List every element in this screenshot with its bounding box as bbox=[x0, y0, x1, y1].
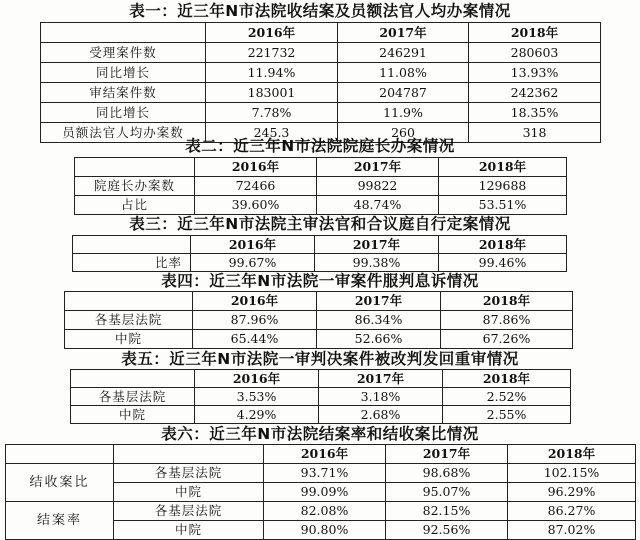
row-label: 占比 bbox=[75, 196, 195, 215]
table-row bbox=[75, 196, 567, 215]
row-label: 中院 bbox=[114, 483, 264, 502]
header-cell: 2018年 bbox=[439, 158, 567, 177]
value-cell: 3.18% bbox=[319, 388, 443, 406]
value-cell: 86.27% bbox=[508, 502, 636, 521]
value-cell: 204787 bbox=[338, 83, 469, 103]
row-label: 中院 bbox=[114, 521, 264, 540]
value-cell: 245.3 bbox=[206, 123, 338, 143]
header-cell: 2016年 bbox=[195, 158, 317, 177]
value-cell: 72466 bbox=[195, 177, 317, 196]
row-label: 员额法官人均办案数 bbox=[41, 123, 206, 143]
header-cell bbox=[41, 23, 206, 43]
value-cell: 39.60% bbox=[195, 196, 317, 215]
value-cell: 318 bbox=[469, 123, 601, 143]
value-cell: 82.08% bbox=[264, 502, 386, 521]
header-cell: 2017年 bbox=[315, 236, 439, 254]
value-cell: 53.51% bbox=[439, 196, 567, 215]
table-row bbox=[41, 103, 601, 123]
value-cell: 87.86% bbox=[441, 311, 573, 330]
value-cell: 18.35% bbox=[469, 103, 601, 123]
table-row bbox=[73, 254, 567, 272]
value-cell: 52.66% bbox=[317, 330, 441, 349]
group-label: 结案率 bbox=[6, 502, 114, 540]
value-cell: 280603 bbox=[469, 43, 601, 63]
value-cell: 90.80% bbox=[264, 521, 386, 540]
value-cell: 96.29% bbox=[508, 483, 636, 502]
value-cell: 87.02% bbox=[508, 521, 636, 540]
table-row bbox=[41, 43, 601, 63]
value-cell: 2.68% bbox=[319, 406, 443, 424]
value-cell: 99822 bbox=[317, 177, 439, 196]
table-row bbox=[65, 311, 573, 330]
table3 bbox=[72, 235, 567, 272]
table1-title: 表一：近三年N市法院收结案及员额法官人均办案情况 bbox=[129, 2, 511, 20]
table1-header-row bbox=[41, 23, 601, 43]
table-row bbox=[75, 177, 567, 196]
value-cell: 260 bbox=[338, 123, 469, 143]
table6-title: 表六：近三年N市法院结案率和结收案比情况 bbox=[161, 425, 479, 443]
header-cell bbox=[75, 158, 195, 177]
value-cell: 4.29% bbox=[195, 406, 319, 424]
table4-title: 表四：近三年N市法院一审案件服判息诉情况 bbox=[161, 272, 479, 290]
value-cell: 183001 bbox=[206, 83, 338, 103]
header-cell: 2017年 bbox=[338, 23, 469, 43]
header-cell bbox=[6, 445, 114, 464]
value-cell: 102.15% bbox=[508, 464, 636, 483]
table-row bbox=[65, 330, 573, 349]
value-cell: 7.78% bbox=[206, 103, 338, 123]
value-cell: 99.46% bbox=[439, 254, 567, 272]
table4 bbox=[64, 291, 573, 349]
row-label: 受理案件数 bbox=[41, 43, 206, 63]
value-cell: 98.68% bbox=[386, 464, 508, 483]
table3-header-row bbox=[73, 236, 567, 254]
table5 bbox=[70, 369, 571, 424]
value-cell: 11.94% bbox=[206, 63, 338, 83]
value-cell: 3.53% bbox=[195, 388, 319, 406]
header-cell: 2016年 bbox=[195, 370, 319, 388]
row-label: 比率 bbox=[73, 254, 191, 272]
table4-header-row bbox=[65, 292, 573, 311]
value-cell: 2.55% bbox=[443, 406, 571, 424]
value-cell: 86.34% bbox=[317, 311, 441, 330]
row-label: 各基层法院 bbox=[71, 388, 195, 406]
value-cell: 48.74% bbox=[317, 196, 439, 215]
value-cell: 11.9% bbox=[338, 103, 469, 123]
value-cell: 13.93% bbox=[469, 63, 601, 83]
table1 bbox=[40, 22, 601, 143]
value-cell: 65.44% bbox=[193, 330, 317, 349]
header-cell: 2018年 bbox=[443, 370, 571, 388]
row-label: 同比增长 bbox=[41, 63, 206, 83]
value-cell: 99.38% bbox=[315, 254, 439, 272]
row-label: 中院 bbox=[65, 330, 193, 349]
value-cell: 67.26% bbox=[441, 330, 573, 349]
table3-title: 表三：近三年N市法院主审法官和合议庭自行定案情况 bbox=[129, 215, 511, 233]
header-cell: 2017年 bbox=[386, 445, 508, 464]
header-cell: 2017年 bbox=[317, 292, 441, 311]
row-label: 审结案件数 bbox=[41, 83, 206, 103]
value-cell: 99.67% bbox=[191, 254, 315, 272]
header-cell: 2016年 bbox=[191, 236, 315, 254]
header-cell: 2016年 bbox=[193, 292, 317, 311]
value-cell: 82.15% bbox=[386, 502, 508, 521]
header-cell bbox=[114, 445, 264, 464]
header-cell: 2018年 bbox=[441, 292, 573, 311]
value-cell: 99.09% bbox=[264, 483, 386, 502]
row-label: 各基层法院 bbox=[114, 502, 264, 521]
header-cell bbox=[73, 236, 191, 254]
row-label: 各基层法院 bbox=[114, 464, 264, 483]
table6 bbox=[5, 444, 636, 540]
table2 bbox=[74, 157, 567, 215]
table-row bbox=[71, 388, 571, 406]
header-cell bbox=[71, 370, 195, 388]
table2-title: 表二：近三年N市法院院庭长办案情况 bbox=[185, 137, 455, 155]
value-cell: 2.52% bbox=[443, 388, 571, 406]
table-row bbox=[6, 502, 636, 521]
header-cell: 2017年 bbox=[319, 370, 443, 388]
group-label: 结收案比 bbox=[6, 464, 114, 502]
value-cell: 129688 bbox=[439, 177, 567, 196]
value-cell: 242362 bbox=[469, 83, 601, 103]
table-row bbox=[41, 63, 601, 83]
value-cell: 221732 bbox=[206, 43, 338, 63]
header-cell: 2018年 bbox=[508, 445, 636, 464]
header-cell bbox=[65, 292, 193, 311]
table5-header-row bbox=[71, 370, 571, 388]
value-cell: 93.71% bbox=[264, 464, 386, 483]
value-cell: 246291 bbox=[338, 43, 469, 63]
header-cell: 2018年 bbox=[469, 23, 601, 43]
value-cell: 11.08% bbox=[338, 63, 469, 83]
row-label: 同比增长 bbox=[41, 103, 206, 123]
header-cell: 2016年 bbox=[206, 23, 338, 43]
table-row bbox=[71, 406, 571, 424]
row-label: 院庭长办案数 bbox=[75, 177, 195, 196]
value-cell: 92.56% bbox=[386, 521, 508, 540]
header-cell: 2016年 bbox=[264, 445, 386, 464]
row-label: 中院 bbox=[71, 406, 195, 424]
table-row bbox=[41, 83, 601, 103]
table-row bbox=[6, 464, 636, 483]
table5-title: 表五：近三年N市法院一审判决案件被改判发回重审情况 bbox=[121, 350, 519, 368]
header-cell: 2018年 bbox=[439, 236, 567, 254]
table6-header-row bbox=[6, 445, 636, 464]
value-cell: 87.96% bbox=[193, 311, 317, 330]
row-label: 各基层法院 bbox=[65, 311, 193, 330]
value-cell: 95.07% bbox=[386, 483, 508, 502]
header-cell: 2017年 bbox=[317, 158, 439, 177]
table2-header-row bbox=[75, 158, 567, 177]
